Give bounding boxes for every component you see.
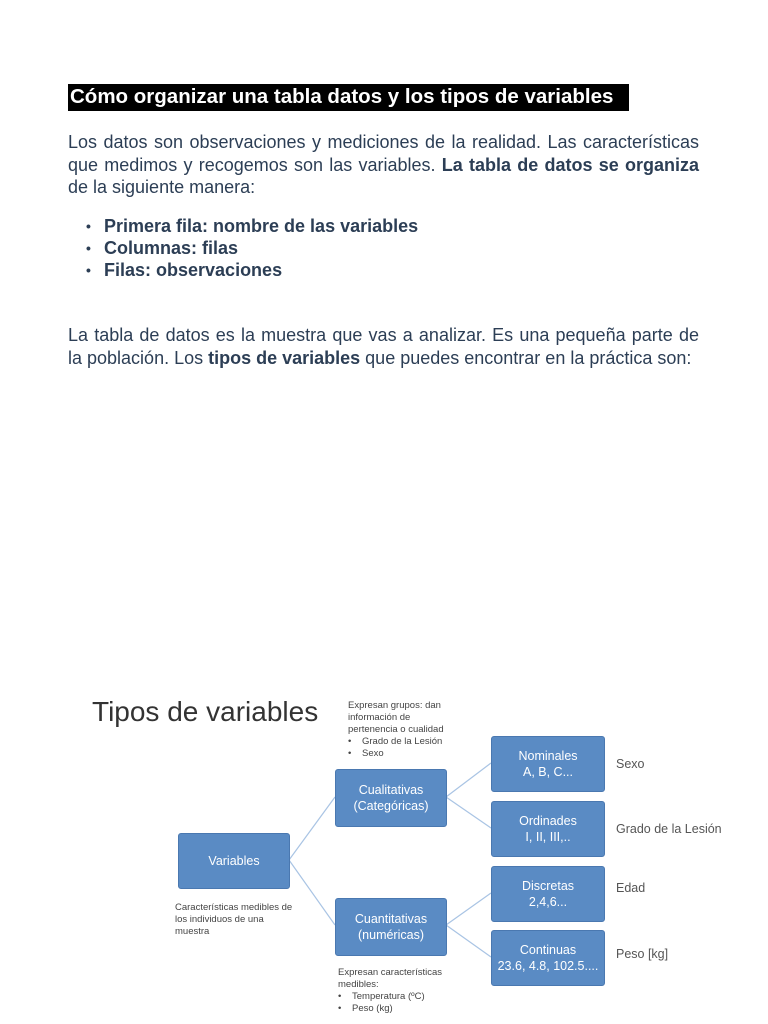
quantitative-note	[338, 967, 458, 1015]
list-item-text: Primera fila: nombre de las variables	[104, 216, 419, 236]
connector-qualitative-ordinales	[446, 797, 491, 828]
quantitative-box	[335, 898, 447, 956]
list-item-text: Filas: observaciones	[104, 260, 283, 280]
discretas-box	[491, 866, 605, 922]
discretas-line1: Discretas	[521, 879, 575, 893]
nominales-example: Sexo	[616, 757, 645, 771]
sample-text-2: que puedes encontrar en la práctica son:	[360, 347, 692, 368]
connector-qualitative-nominales	[446, 763, 491, 797]
intro-bold-text: La tabla de datos se organiza	[441, 154, 699, 175]
continuas-example: Peso [kg]	[616, 947, 669, 961]
sample-bold-text: tipos de variables	[208, 347, 361, 368]
list-item-text: Columnas: filas	[104, 238, 239, 258]
connector-quantitative-continuas	[446, 925, 491, 957]
intro-text-1: Los datos son observaciones y mediciones de la realidad. Las características que medimos y recogemos son las variables.	[68, 132, 699, 175]
ordinales-example: Grado de la Lesión	[616, 822, 722, 836]
page-title: Cómo organizar una tabla datos y los tipos de variables	[68, 84, 629, 111]
variables-note: Características medibles de los individuos de una muestra	[175, 902, 293, 937]
nominales-line1: Nominales	[518, 749, 578, 763]
quantitative-box-line2: (numéricas)	[358, 928, 424, 942]
quantitative-example: • Temperatura (ºC)	[352, 991, 458, 1003]
sample-text-1: La tabla de datos es la muestra que vas a analizar. Es una pequeña parte de la población. Los	[68, 325, 699, 368]
diagram-title: Tipos de variables	[92, 696, 319, 727]
connector-quantitative-discretas	[446, 893, 491, 925]
qualitative-example: • Grado de la Lesión	[362, 736, 458, 748]
continuas-line2: 23.6, 4.8, 102.5....	[497, 959, 599, 973]
qualitative-example: • Sexo	[362, 748, 458, 760]
qualitative-box-line2: (Categóricas)	[353, 799, 429, 813]
connector-root-quantitative	[289, 860, 335, 925]
discretas-line2: 2,4,6...	[528, 895, 568, 909]
discretas-example: Edad	[616, 881, 646, 895]
variables-box-label: Variables	[208, 854, 260, 868]
qualitative-box-line1: Cualitativas	[358, 783, 424, 797]
bullet-marker: •	[86, 262, 91, 278]
intro-text-2: de la siguiente manera:	[68, 177, 256, 197]
continuas-box	[491, 930, 605, 986]
bullet-marker: •	[86, 218, 91, 234]
qualitative-note-text: Expresan grupos: dan información de pertenencia o cualidad	[348, 700, 444, 735]
continuas-line1: Continuas	[519, 943, 577, 957]
quantitative-note-text: Expresan características medibles:	[338, 967, 443, 990]
connector-root-qualitative	[289, 797, 335, 860]
qualitative-note	[348, 700, 458, 760]
quantitative-box-line1: Cuantitativas	[354, 912, 428, 926]
quantitative-example: • Peso (kg)	[352, 1003, 458, 1015]
ordinales-line2: I, II, III,..	[525, 830, 571, 844]
bullet-marker: •	[86, 240, 91, 256]
nominales-line2: A, B, C...	[522, 765, 573, 779]
ordinales-line1: Ordinades	[519, 814, 577, 828]
variables-box	[178, 833, 290, 889]
ordinales-box	[491, 801, 605, 857]
nominales-box	[491, 736, 605, 792]
qualitative-box	[335, 769, 447, 827]
